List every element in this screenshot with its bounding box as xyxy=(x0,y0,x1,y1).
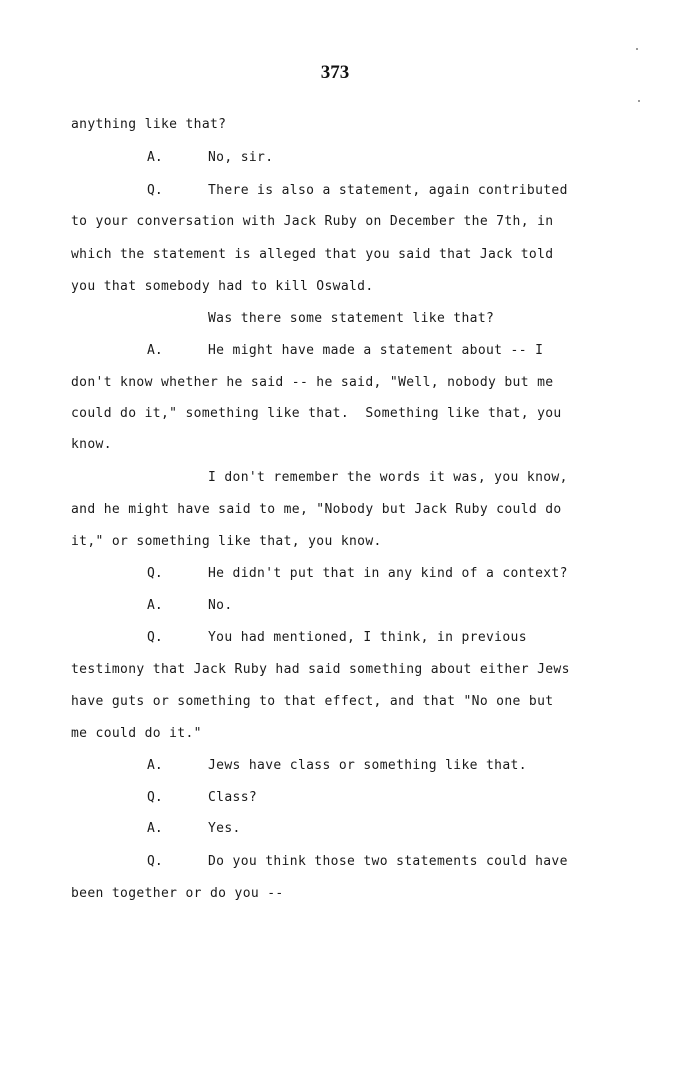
transcript-line: to your conversation with Jack Ruby on December the 7th, in xyxy=(71,214,554,229)
speaker-label: A. xyxy=(147,598,163,613)
speaker-label: A. xyxy=(147,343,163,358)
transcript-line: have guts or something to that effect, and that "No one but xyxy=(71,694,554,709)
speaker-label: A. xyxy=(147,150,163,165)
transcript-line: been together or do you -- xyxy=(71,886,284,901)
transcript-line: which the statement is alleged that you said that Jack told xyxy=(71,247,554,262)
transcript-line: He didn't put that in any kind of a context? xyxy=(208,566,568,581)
transcript-line: Class? xyxy=(208,790,258,805)
transcript-line: No, sir. xyxy=(208,150,274,165)
scan-speck xyxy=(638,100,640,102)
transcript-line: He might have made a statement about -- I xyxy=(208,343,544,358)
speaker-label: Q. xyxy=(147,854,163,869)
transcript-line: I don't remember the words it was, you know, xyxy=(208,470,568,485)
page-number: 373 xyxy=(320,62,350,83)
transcript-line: don't know whether he said -- he said, "Well, nobody but me xyxy=(71,375,554,390)
transcript-line: Was there some statement like that? xyxy=(208,311,495,326)
transcript-line: you that somebody had to kill Oswald. xyxy=(71,279,374,294)
speaker-label: A. xyxy=(147,821,163,836)
transcript-line: could do it," something like that. Something like that, you xyxy=(71,406,562,421)
speaker-label: Q. xyxy=(147,566,163,581)
transcript-line: No. xyxy=(208,598,233,613)
transcript-line: Jews have class or something like that. xyxy=(208,758,527,773)
transcript-line: and he might have said to me, "Nobody but Jack Ruby could do xyxy=(71,502,562,517)
transcript-line: Yes. xyxy=(208,821,241,836)
transcript-line: testimony that Jack Ruby had said something about either Jews xyxy=(71,662,570,677)
transcript-line: Do you think those two statements could have xyxy=(208,854,568,869)
speaker-label: Q. xyxy=(147,630,163,645)
transcript-line: know. xyxy=(71,437,112,452)
transcript-line: You had mentioned, I think, in previous xyxy=(208,630,527,645)
transcript-line: anything like that? xyxy=(71,117,227,132)
transcript-line: it," or something like that, you know. xyxy=(71,534,382,549)
speaker-label: A. xyxy=(147,758,163,773)
scan-speck xyxy=(636,48,638,50)
speaker-label: Q. xyxy=(147,183,163,198)
transcript-line: me could do it." xyxy=(71,726,202,741)
transcript-line: There is also a statement, again contributed xyxy=(208,183,568,198)
speaker-label: Q. xyxy=(147,790,163,805)
